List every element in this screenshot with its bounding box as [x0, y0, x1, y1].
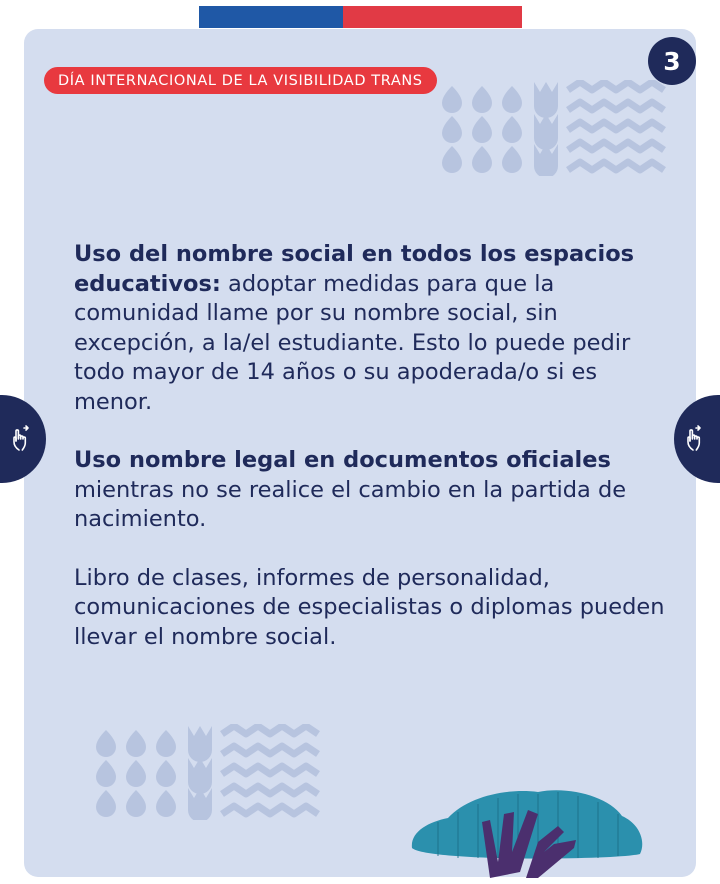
flag-red-segment: [343, 6, 522, 28]
page-number-badge: 3: [648, 37, 696, 85]
pattern-bottom-icon: [92, 724, 324, 820]
flag-blue-segment: [199, 6, 343, 28]
paragraph-1-text: adoptar medidas para que la comunidad llame por su nombre social, sin excepción, a la/el estudiante. Esto lo puede pedir todo mayor de 14 años o su apoderada/o si es menor.: [74, 270, 631, 415]
event-tag: DÍA INTERNACIONAL DE LA VISIBILIDAD TRANS: [44, 67, 437, 94]
flag-stripe: [199, 6, 522, 28]
paragraph-2-bold: Uso nombre legal en documentos oficiales: [74, 447, 611, 473]
main-text: [74, 240, 674, 681]
paragraph-2-text: mientras no se realice el cambio en la partida de nacimiento.: [74, 476, 627, 532]
paragraph-2: [74, 446, 674, 535]
tree-illustration-icon: [408, 782, 644, 878]
paragraph-1: [74, 240, 674, 417]
paragraph-1-bold: Uso del nombre social en todos los espacios educativos:: [74, 241, 635, 297]
swipe-hand-icon: [682, 424, 712, 454]
swipe-hand-icon: [8, 424, 38, 454]
paragraph-3-text: Libro de clases, informes de personalidad, comunicaciones de especialistas o diplomas pueden llevar el nombre social.: [74, 564, 665, 650]
pattern-top-icon: [438, 80, 670, 176]
paragraph-3: [74, 564, 674, 653]
